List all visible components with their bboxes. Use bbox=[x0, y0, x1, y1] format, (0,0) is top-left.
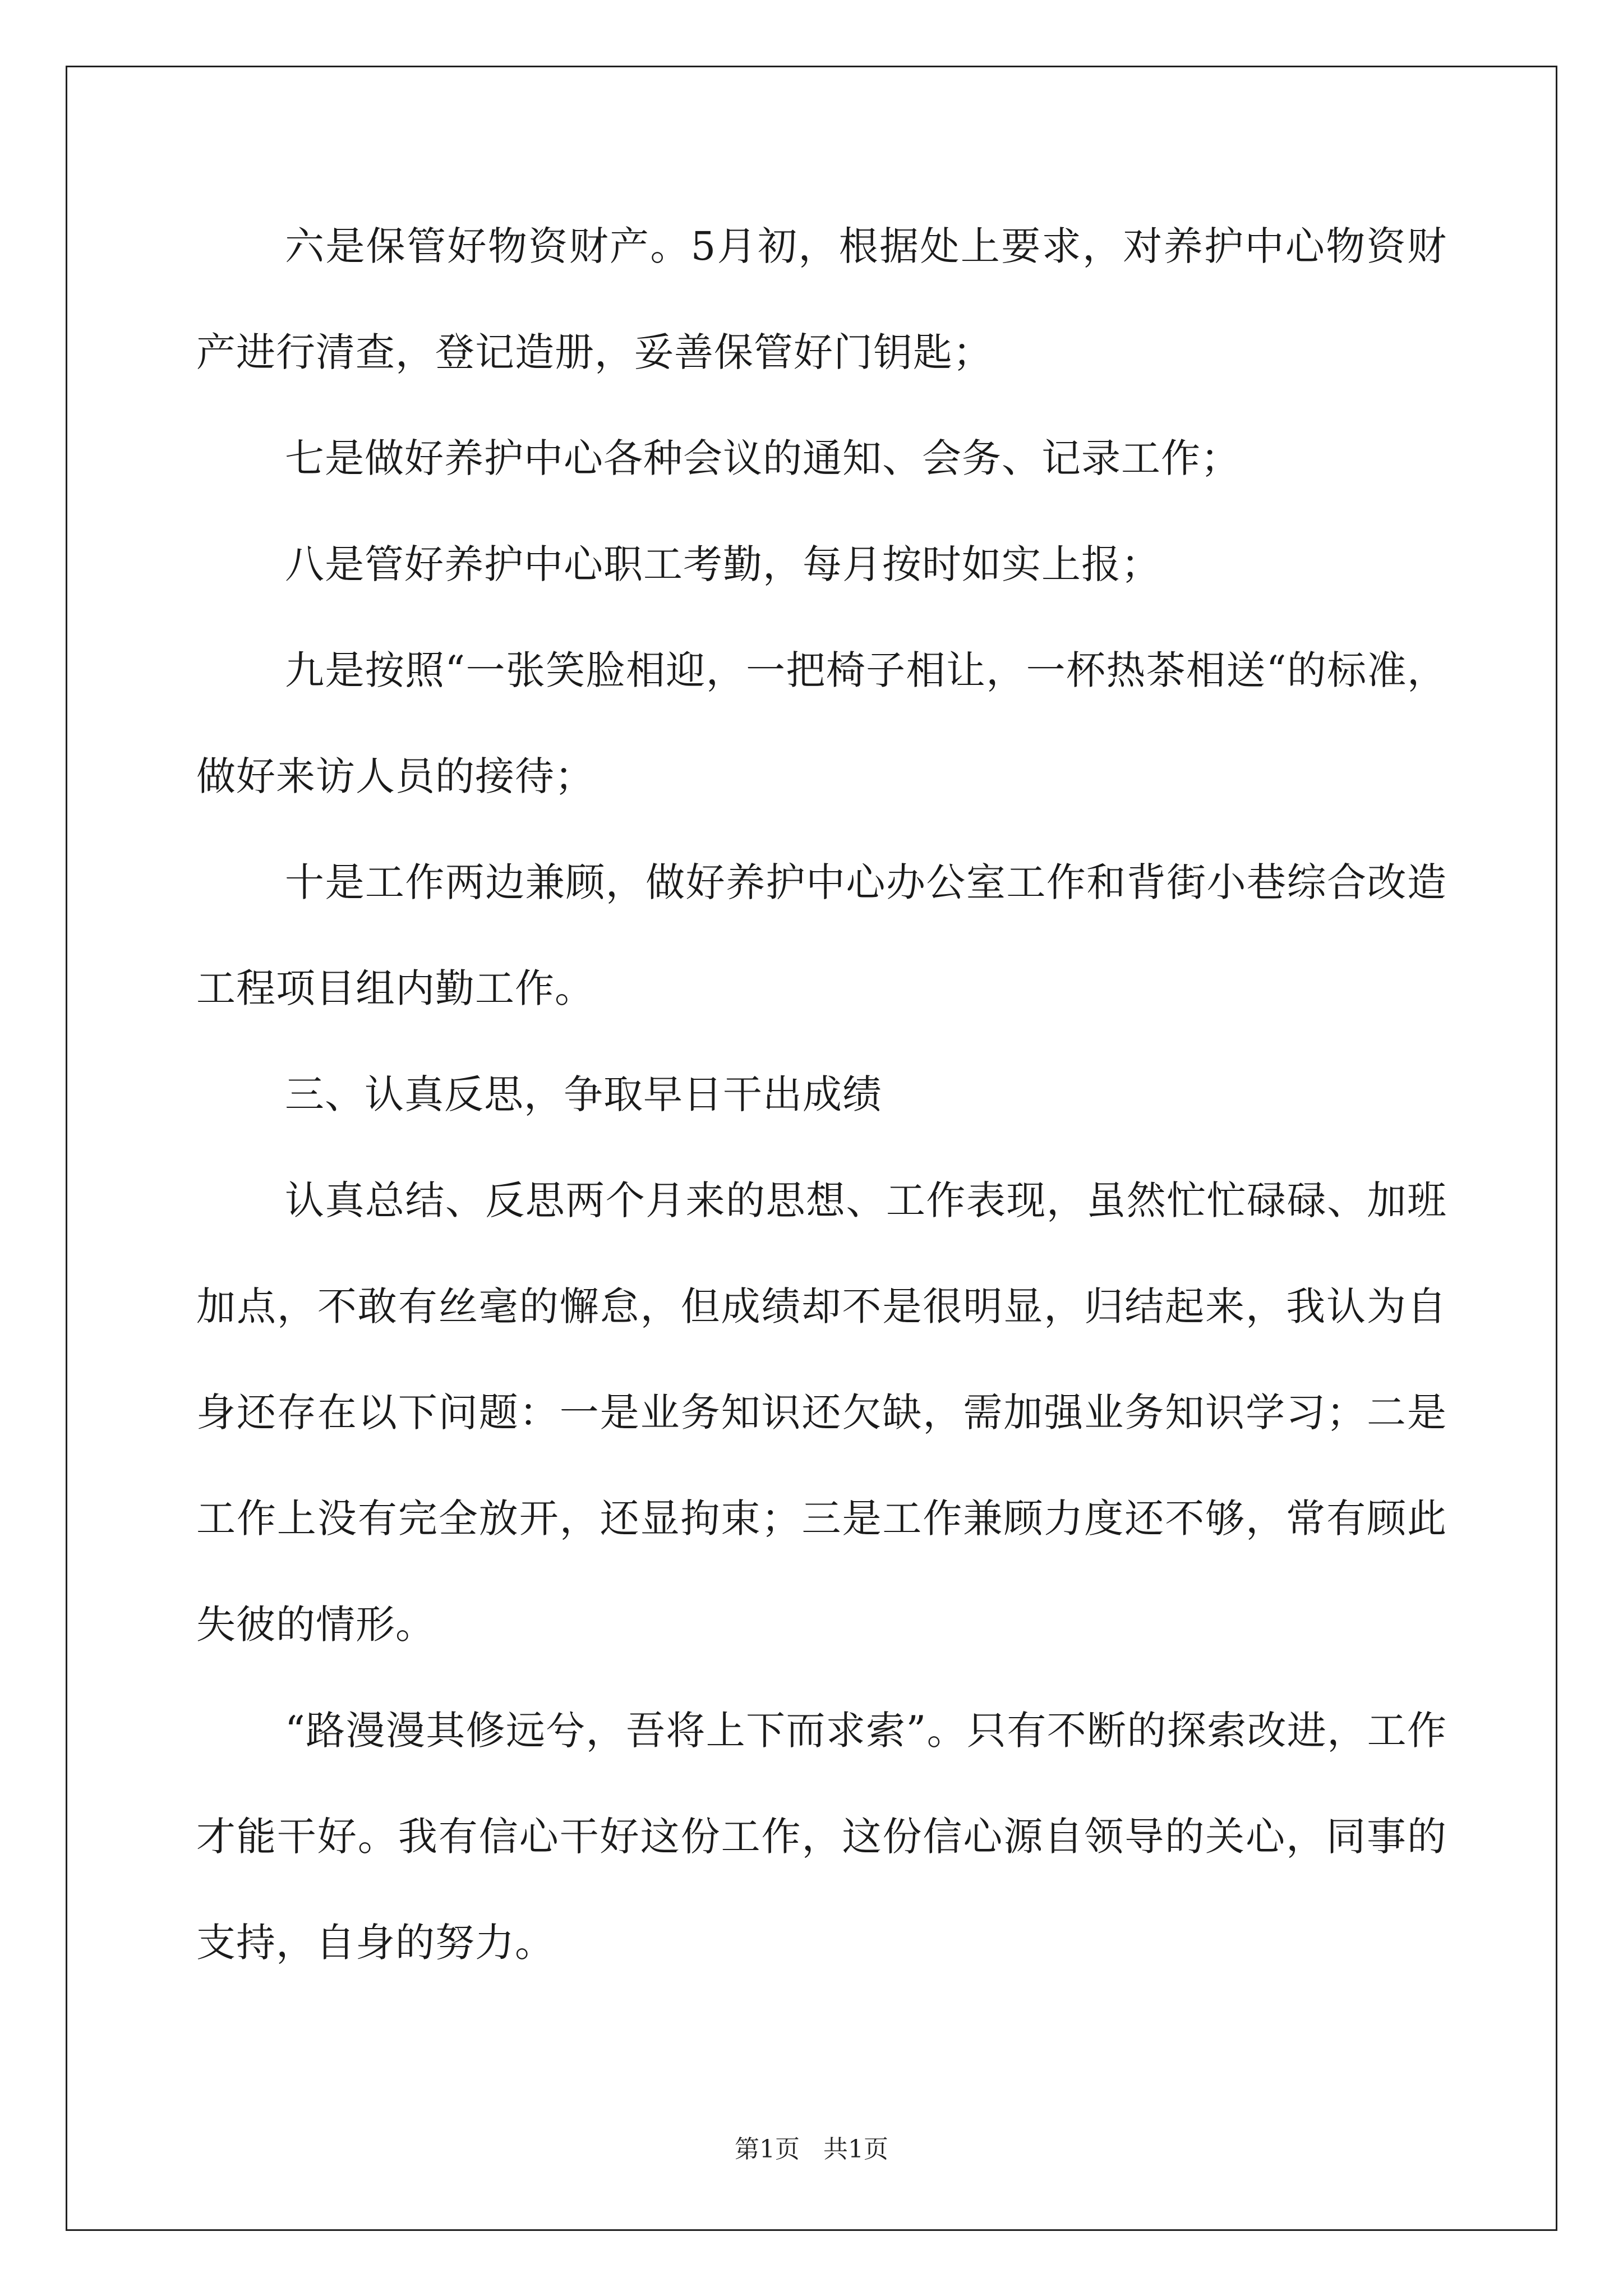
paragraph-reflection: 认真总结、反思两个月来的思想、工作表现，虽然忙忙碌碌、加班加点，不敢有丝毫的懈怠，但成绩却不是很明显，归结起来，我认为自身还存在以下问题：一是业务知识还欠缺，需加强业务知识学习；二是工作上没有完全放开，还显拘束；三是工作兼顾力度还不够，常有顾此失彼的情形。 bbox=[196, 1177, 1447, 1648]
page-footer bbox=[0, 2129, 1623, 2165]
paragraph-item-6: 六是保管好物资财产。5月初，根据处上要求，对养护中心物资财产进行清查，登记造册，妥善保管好门钥匙； bbox=[196, 223, 1447, 375]
page-number-current: 第1页 bbox=[735, 2135, 800, 2164]
section-heading: 三、认真反思，争取早日干出成绩 bbox=[285, 1071, 882, 1117]
document-body bbox=[196, 194, 1447, 1996]
paragraph-item-7: 七是做好养护中心各种会议的通知、会务、记录工作； bbox=[285, 435, 1241, 481]
paragraph-item-8: 八是管好养护中心职工考勤，每月按时如实上报； bbox=[285, 541, 1161, 587]
paragraph-item-10: 十是工作两边兼顾，做好养护中心办公室工作和背街小巷综合改造工程项目组内勤工作。 bbox=[196, 859, 1447, 1011]
paragraph-conclusion: “路漫漫其修远兮，吾将上下而求索”。只有不断的探索改进，工作才能干好。我有信心干好这份工作，这份信心源自领导的关心，同事的支持，自身的努力。 bbox=[196, 1708, 1447, 1966]
paragraph-item-9: 九是按照“一张笑脸相迎，一把椅子相让，一杯热茶相送“的标准，做好来访人员的接待； bbox=[196, 647, 1447, 799]
page-number-total: 共1页 bbox=[823, 2135, 888, 2164]
